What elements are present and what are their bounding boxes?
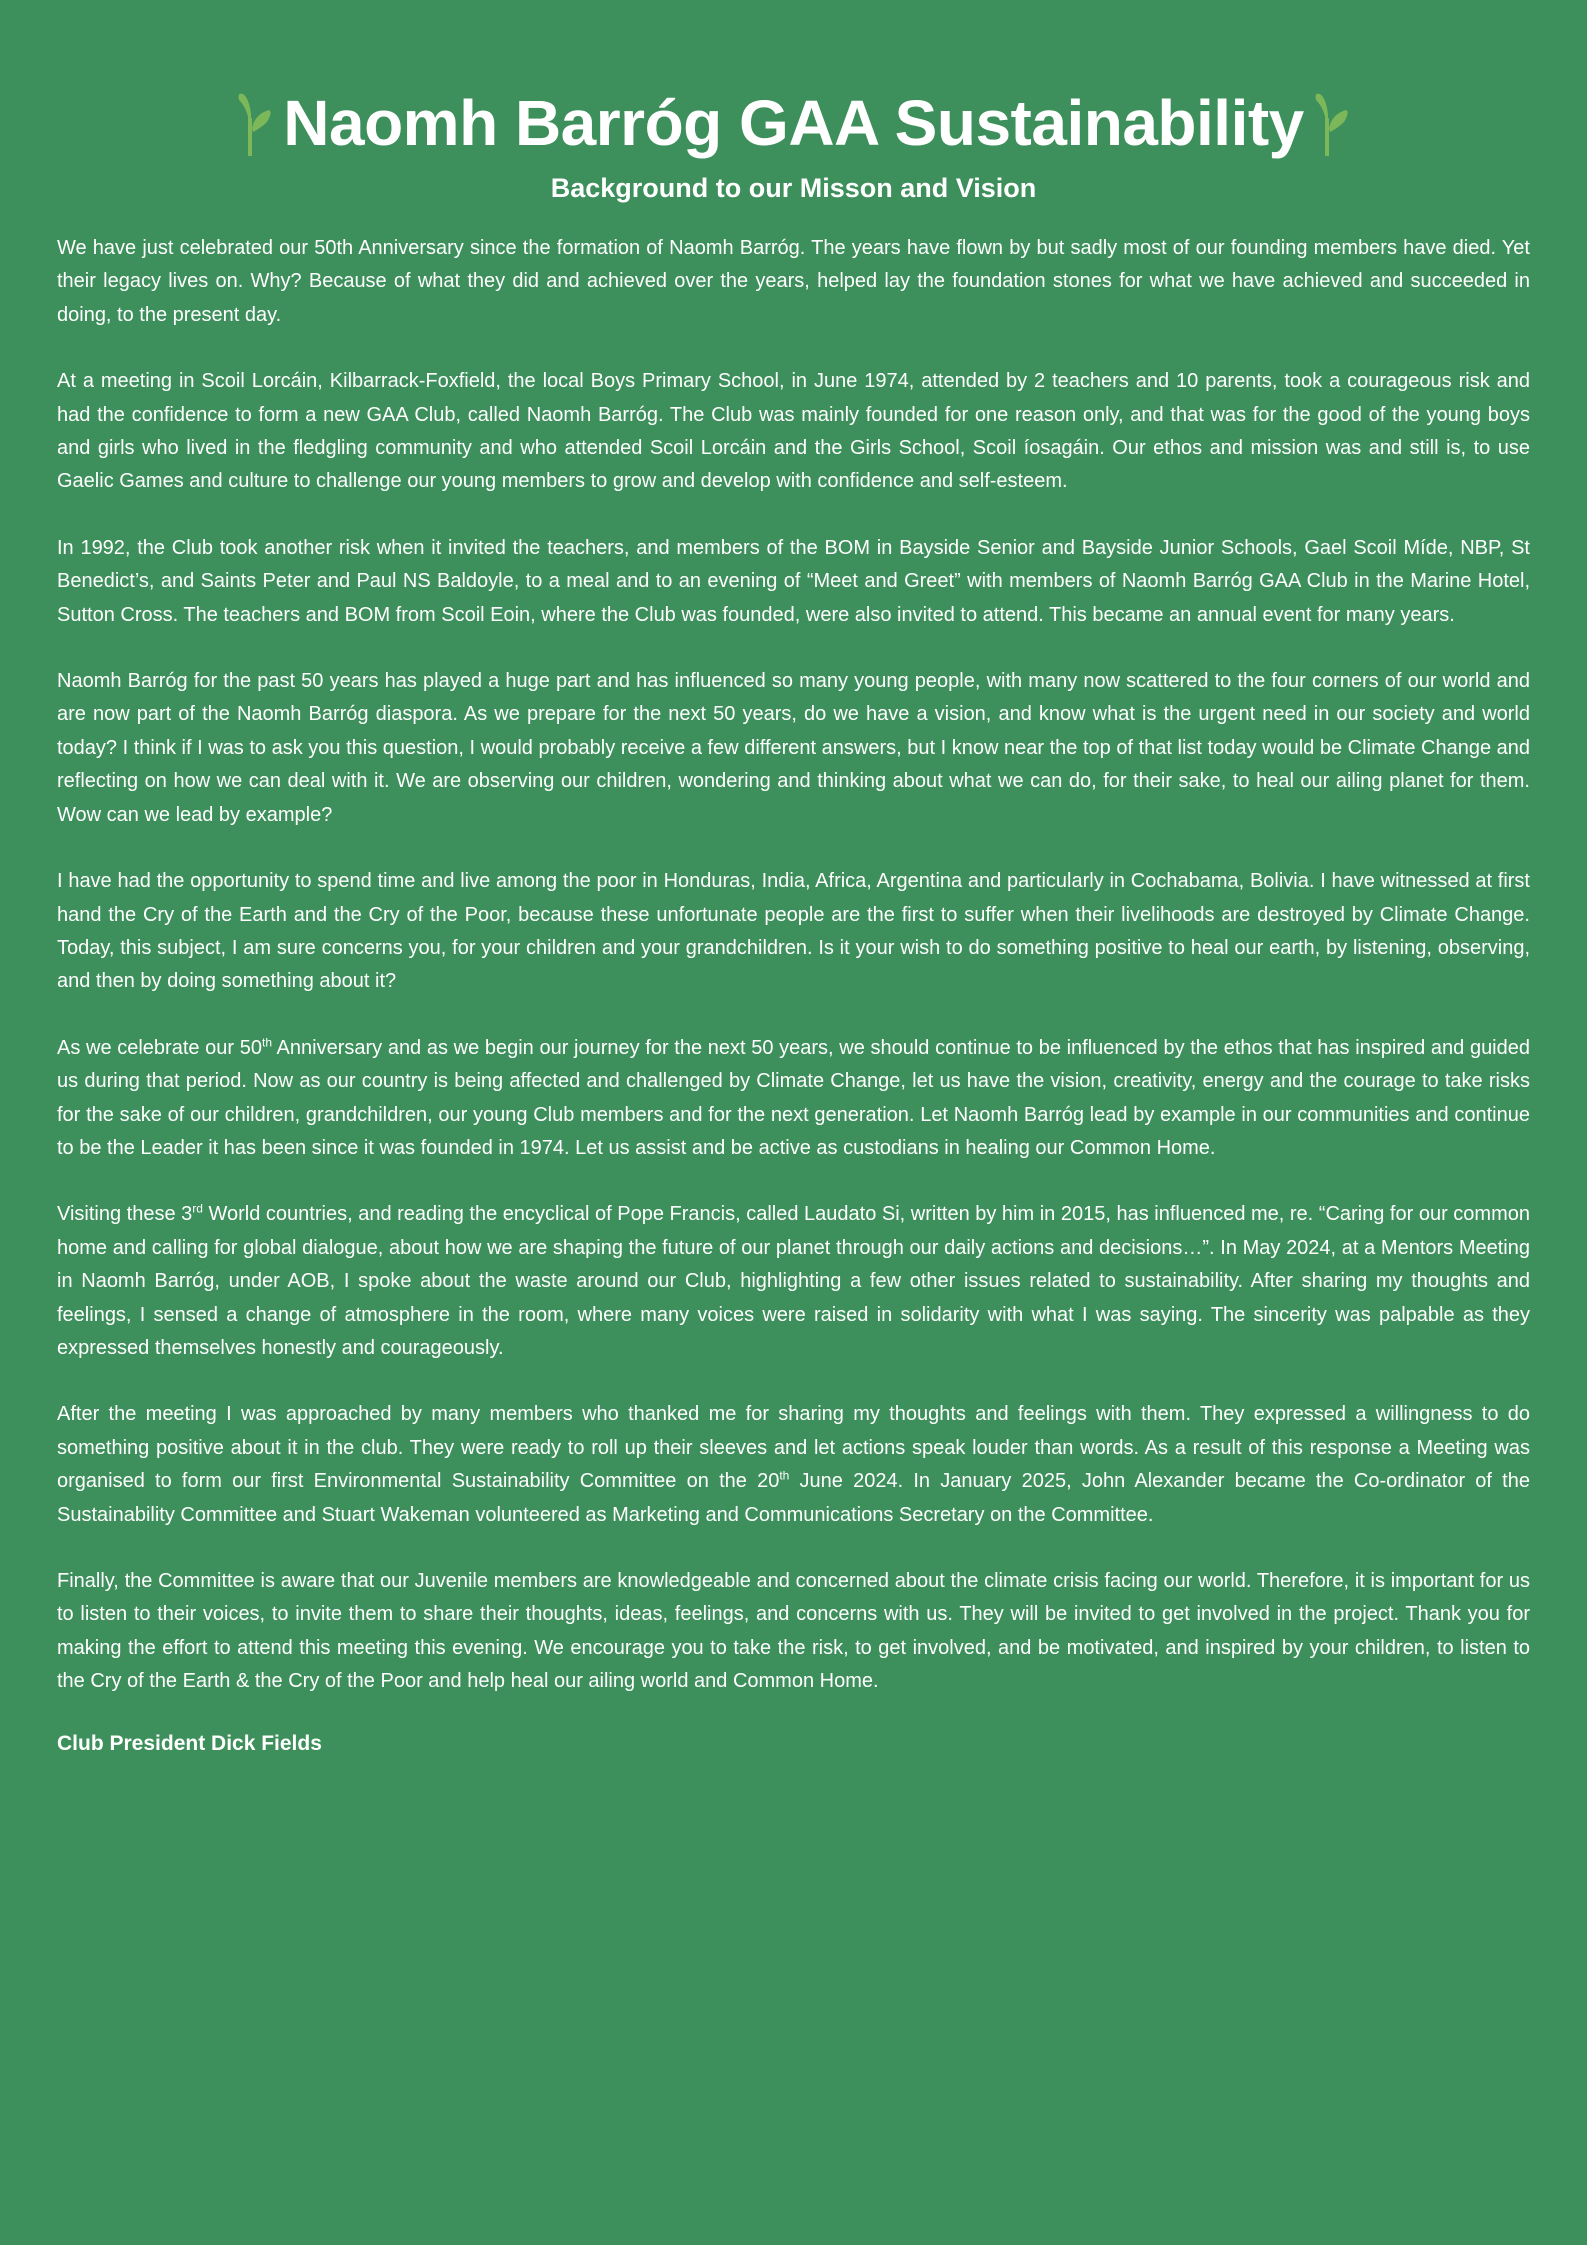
paragraph (57, 1032, 1530, 1166)
paragraph-text: We have just celebrated our 50th Anniversary since the formation of Naomh Barróg. The years have flown by but sadly most of our founding members have died. Yet their legacy lives on. Why? Because of what they did and achieved over the years, helped lay the foundation stones for what we have achieved and succeeded in doing, to the present day. (57, 237, 1530, 326)
sprout-icon (235, 88, 275, 158)
signature: Club President Dick Fields (57, 1731, 322, 1755)
paragraph (57, 665, 1530, 832)
paragraph-text: World countries, and reading the encyclical of Pope Francis, called Laudato Si, written by him in 2015, has influenced me, re. “Caring for our common home and calling for global dialogue, about how we are shaping the future of our planet through our daily actions and decisions…”. In May 2024, at a Mentors Meeting in Naomh Barróg, under AOB, I spoke about the waste around our Club, highlighting a few other issues related to sustainability. After sharing my thoughts and feelings, I sensed a change of atmosphere in the room, where many voices were raised in solidarity with what I was saying. The sincerity was palpable as they expressed themselves honestly and courageously. (57, 1203, 1530, 1359)
paragraph-text: June 2024. In January 2025, John Alexander became the Co-ordinator of the Sustainability Committee and Stuart Wakeman volunteered as Marketing and Communications Secretary on the Committee. (57, 1470, 1530, 1526)
document-body (57, 232, 1530, 1699)
paragraph-text: After the meeting I was approached by many members who thanked me for sharing my thoughts and feelings with them. They expressed a willingness to do something positive about it in the club. They were ready to roll up their sleeves and let actions speak louder than words. As a result of this response a Meeting was organised to form our first Environmental Sustainability Committee on the 20 (57, 1403, 1530, 1493)
paragraph (57, 365, 1530, 499)
page-subtitle: Background to our Misson and Vision (550, 173, 1037, 203)
paragraph (57, 1565, 1530, 1699)
paragraph (57, 1198, 1530, 1365)
sprout-icon (1312, 88, 1352, 158)
paragraph (57, 532, 1530, 632)
paragraph (57, 865, 1530, 999)
paragraph (57, 1398, 1530, 1532)
paragraph-text: As we celebrate our 50 (57, 1036, 262, 1059)
ordinal-suffix: rd (192, 1201, 203, 1216)
paragraph-text: Visiting these 3 (57, 1203, 193, 1226)
paragraph-text: Anniversary and as we begin our journey for the next 50 years, we should continue to be influenced by the ethos that has inspired and guided us during that period. Now as our country is being affected and challenged by Climate Change, let us have the vision, creativity, energy and the courage to take risks for the sake of our children, grandchildren, our young Club members and for the next generation. Let Naomh Barróg lead by example in our communities and continue to be the Leader it has been since it was founded in 1974. Let us assist and be active as custodians in healing our Common Home. (57, 1036, 1530, 1159)
paragraph-text: I have had the opportunity to spend time and live among the poor in Honduras, India, Africa, Argentina and particularly in Cochabama, Bolivia. I have witnessed at first hand the Cry of the Earth and the Cry of the Poor, because these unfortunate people are the first to suffer when their livelihoods are destroyed by Climate Change. Today, this subject, I am sure concerns you, for your children and your grandchildren. Is it your wish to do something positive to heal our earth, by listening, observing, and then by doing something about it? (57, 870, 1530, 993)
paragraph-text: Naomh Barróg for the past 50 years has played a huge part and has influenced so many young people, with many now scattered to the four corners of our world and are now part of the Naomh Barróg diaspora. As we prepare for the next 50 years, do we have a vision, and know what is the urgent need in our society and world today? I think if I was to ask you this question, I would probably receive a few different answers, but I know near the top of that list today would be Climate Change and reflecting on how we can deal with it. We are observing our children, wondering and thinking about what we can do, for their sake, to heal our ailing planet for them. Wow can we lead by example? (57, 670, 1530, 826)
paragraph (57, 232, 1530, 332)
paragraph-text: Finally, the Committee is aware that our Juvenile members are knowledgeable and concerned about the climate crisis facing our world. Therefore, it is important for us to listen to their voices, to invite them to share their thoughts, ideas, feelings, and concerns with us. They will be invited to get involved in the project. Thank you for making the effort to attend this meeting this evening. We encourage you to take the risk, to get involved, and be motivated, and inspired by your children, to listen to the Cry of the Earth & the Cry of the Poor and help heal our ailing world and Common Home. (57, 1570, 1530, 1693)
paragraph-text: At a meeting in Scoil Lorcáin, Kilbarrack-Foxfield, the local Boys Primary School, in June 1974, attended by 2 teachers and 10 parents, took a courageous risk and had the confidence to form a new GAA Club, called Naomh Barróg. The Club was mainly founded for one reason only, and that was for the good of the young boys and girls who lived in the fledgling community and who attended Scoil Lorcáin and the Girls School, Scoil íosagáin. Our ethos and mission was and still is, to use Gaelic Games and culture to challenge our young members to grow and develop with confidence and self-esteem. (57, 370, 1530, 493)
ordinal-suffix: th (779, 1468, 790, 1483)
paragraph-text: In 1992, the Club took another risk when it invited the teachers, and members of the BOM in Bayside Senior and Bayside Junior Schools, Gael Scoil Míde, NBP, St Benedict’s, and Saints Peter and Paul NS Baldoyle, to a meal and to an evening of “Meet and Greet” with members of Naomh Barróg GAA Club in the Marine Hotel, Sutton Cross. The teachers and BOM from Scoil Eoin, where the Club was founded, were also invited to attend. This became an annual event for many years. (57, 536, 1530, 626)
ordinal-suffix: th (261, 1035, 272, 1050)
page-title: Naomh Barróg GAA Sustainability (57, 78, 1530, 168)
